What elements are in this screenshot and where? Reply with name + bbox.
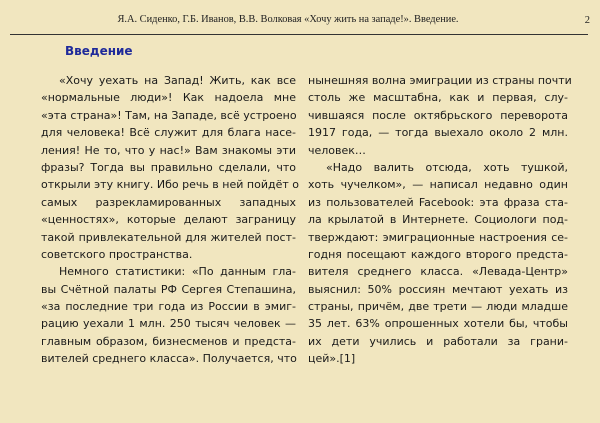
text-line: для человека! Всё служит для блага насе- — [41, 126, 296, 140]
text-line: чившаяся после октябрьского переворота — [308, 108, 568, 122]
text-line: главным образом, бизнесменов и предста- — [41, 334, 296, 348]
text-line: «нормальные люди»! Как надоела мне — [41, 91, 296, 105]
section-heading: Введение — [65, 44, 133, 58]
text-line: самых разрекламированных западных — [41, 195, 296, 209]
running-header — [10, 6, 590, 36]
right-column — [308, 72, 572, 368]
text-line: открыли эту книгу. Ибо речь в ней пойдёт о — [41, 178, 299, 192]
text-line: ления! Не то, что у нас!» Вам знакомы эти — [41, 143, 296, 157]
header-title: Я.А. Сиденко, Г.Б. Иванов, В.В. Волковая «Хочу жить на западе!». Введение. — [117, 14, 459, 25]
text-line: «Хочу уехать на Запад! Жить, как все — [59, 74, 296, 87]
text-line: их дети учились и работали за грани- — [308, 334, 568, 348]
text-line: человек… — [308, 143, 366, 157]
text-line: «за последние три года из России в эмиг- — [41, 300, 296, 314]
text-line: рацию уехали 1 млн. 250 тысяч человек — — [41, 317, 296, 331]
text-line: вителя среднего класса. «Левада-Центр» — [308, 265, 568, 279]
text-line: тверждают: эмиграционные настроения се- — [308, 230, 568, 244]
text-line: вителей среднего класса». Получается, что — [41, 352, 297, 366]
text-line: хоть чучелком», — написал недавно один — [308, 178, 568, 192]
text-line: Немного статистики: «По данным гла- — [59, 265, 296, 279]
text-line: цей».[1] — [308, 352, 356, 366]
text-line: «Надо валить отсюда, хоть тушкой, — [326, 160, 568, 174]
text-line: советского пространства. — [41, 247, 193, 261]
header-divider — [10, 34, 588, 35]
left-column — [41, 72, 299, 368]
text-line: 1917 года, — тогда выехало около 2 млн. — [308, 126, 568, 140]
text-line: фразы? Тогда вы правильно сделали, что — [41, 160, 296, 174]
text-line: 35 лет. 63% опрошенных хотели бы, чтобы — [308, 317, 568, 331]
page-number: 2 — [584, 15, 590, 26]
text-line: годня посещают каждого второго предста- — [308, 247, 568, 261]
text-line: из пользователей Facebook: эта фраза ста- — [308, 195, 568, 209]
text-line: выяснил: 50% россиян мечтают уехать из — [308, 282, 568, 296]
text-line: «эта страна»! Там, на Западе, всё устроено — [41, 108, 297, 122]
text-line: вы Счётной палаты РФ Сергея Степашина, — [41, 282, 296, 296]
text-line: столь же масштабна, как и первая, слу- — [308, 91, 568, 105]
text-line: такой привлекательной для жителей пост- — [41, 230, 296, 244]
text-line: «ценностях», которые делают заграницу — [41, 213, 296, 227]
text-line: нынешняя волна эмиграции из страны почти — [308, 74, 572, 87]
text-line: ла крылатой в Интернете. Социологи под- — [308, 213, 568, 227]
text-line: страны, причём, две трети — люди младше — [308, 300, 568, 314]
